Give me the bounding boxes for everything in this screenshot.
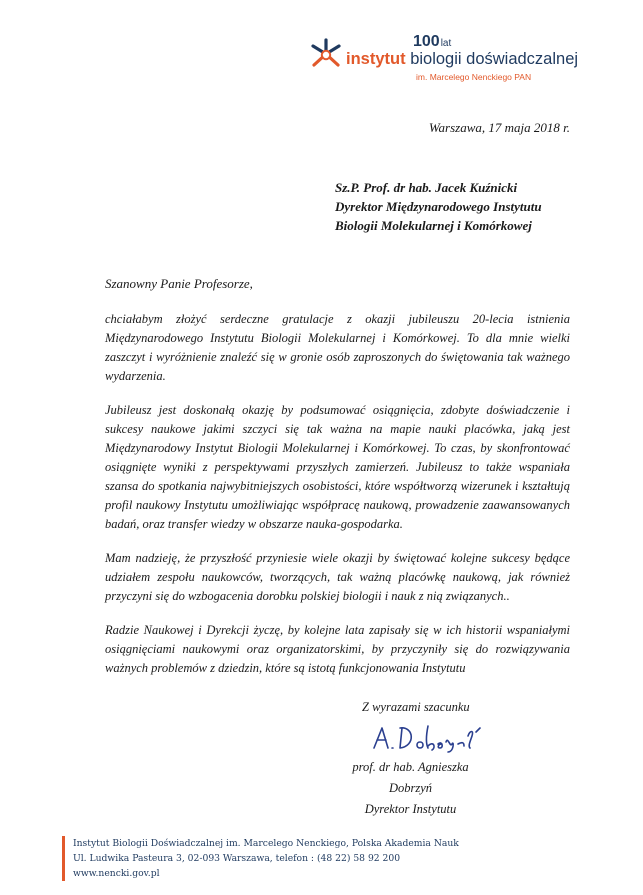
body-paragraph: Mam nadzieję, że przyszłość przyniesie wiele okazji by świętować kolejne sukcesy będące udziałem zespołu naukowców, tworzących, tak ważną placówkę naukową, jak również przyczyni się do wzbogacenia dorobku polskiej biologii i nauk z nią związanych.. [105, 551, 570, 603]
logo-institute-name [346, 50, 578, 69]
body-paragraph: Jubileusz jest doskonałą okazję by podsumować osiągnięcia, zdobyte doświadczenie i sukcesy naukowe jakimi szczyci się tak ważna na mapie nauki placówka, jaką jest Międzynarodowy Instytut Biologii Molekularnej i Komórkowej. To czas, by skonfrontować osiągnięte wyniki z perspektywami przyszłych zamierzeń. Jubileusz to także wspaniała szansa do spotkania najwybitniejszych osobistości, które współtworzą wizerunek i kształtują profil naukowy Instytutu umożliwiając współpracę naukową, prowadzenie zaawansowanych badań, oraz transfer wiedzy w obszarze nauka-gospodarka. [105, 403, 570, 531]
handwritten-signature [370, 722, 500, 756]
logo-name-highlight: instytut [346, 50, 406, 68]
addressee-line: Biologii Molekularnej i Komórkowej [335, 218, 532, 233]
addressee-line: Dyrektor Międzynarodowego Instytutu [335, 199, 542, 214]
logo-anniversary-suffix: lat [440, 38, 452, 49]
logo-anniversary-number: 100 [413, 33, 440, 50]
closing-phrase: Z wyrazami szacunku [362, 700, 470, 714]
addressee-line: Sz.P. Prof. dr hab. Jacek Kuźnicki [335, 180, 518, 195]
footer-website-link[interactable]: www.nencki.gov.pl [73, 868, 160, 879]
letter-body [105, 310, 570, 693]
letterhead-footer [62, 836, 459, 881]
addressee-block [335, 178, 542, 235]
footer-institute-name: Instytut Biologii Doświadczalnej im. Marcelego Nenckiego, Polska Akademia Nauk [73, 838, 459, 849]
logo-name-rest: biologii doświadczalnej [410, 50, 579, 68]
signer-name: prof. dr hab. Agnieszka Dobrzyń [352, 760, 469, 795]
signer-block [338, 757, 483, 820]
body-paragraph: Radzie Naukowej i Dyrekcji życzę, by kolejne lata zapisały się w ich historii wspaniałymi osiągnięciami naukowymi oraz organizatorskimi, by przyczyniły się do rozwiązywania ważnych problemów z dziedzin, które są istotą funkcjonowania Instytutu [105, 623, 570, 675]
institute-logo-mark-icon [308, 36, 344, 76]
letter-date: Warszawa, 17 maja 2018 r. [428, 120, 570, 135]
logo-anniversary [413, 33, 451, 51]
footer-address: Ul. Ludwika Pasteura 3, 02-093 Warszawa, telefon : (48 22) 58 92 200 [73, 853, 401, 864]
institute-logo [308, 30, 578, 92]
salutation: Szanowny Panie Profesorze, [105, 276, 253, 291]
signer-title: Dyrektor Instytutu [364, 802, 457, 816]
logo-subtitle: im. Marcelego Nenckiego PAN [416, 72, 532, 82]
body-paragraph: chciałabym złożyć serdeczne gratulacje z okazji jubileuszu 20-lecia istnienia Międzynarodowego Instytutu Biologii Molekularnej i Komórkowej. To dla mnie wielki zaszczyt i wyróżnienie znaleźć się w gronie osób zaproszonych do świętowania tak ważnego wydarzenia. [105, 312, 570, 383]
